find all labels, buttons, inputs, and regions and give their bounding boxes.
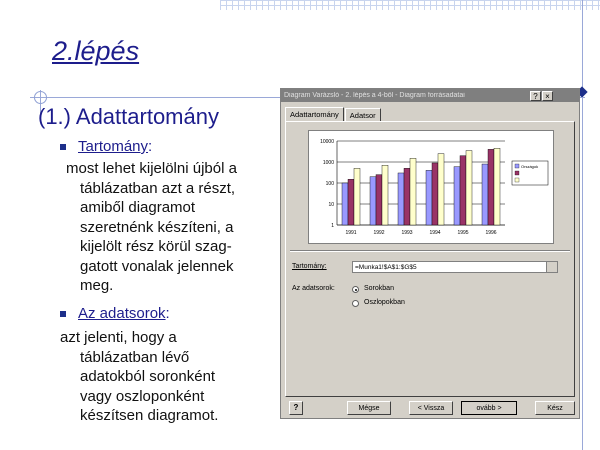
bullet-suffix: : <box>165 305 170 322</box>
bar <box>488 149 494 225</box>
bar <box>432 163 438 225</box>
bullet-label: Az adatsorok <box>78 305 166 322</box>
decorative-vertical-line <box>582 0 583 450</box>
divider <box>290 250 570 252</box>
radio-rows[interactable] <box>352 286 359 293</box>
tab-panel <box>285 121 575 397</box>
next-button[interactable]: ovább > <box>461 401 517 415</box>
bar <box>348 179 354 225</box>
bar <box>466 151 472 225</box>
y-tick-label: 1 <box>331 223 334 229</box>
text-line: táblázatban lévő <box>80 348 190 366</box>
legend-swatch <box>515 171 519 175</box>
dialog-tabs <box>285 108 382 122</box>
radio-columns[interactable] <box>352 300 359 307</box>
chart-svg <box>309 131 553 243</box>
slide-title: 2.lépés <box>52 36 140 66</box>
bar <box>354 168 360 225</box>
bar <box>460 156 466 225</box>
range-value: =Munka1!$A$1:$G$5 <box>355 264 417 271</box>
bar <box>438 154 444 225</box>
tab-adattartomany[interactable]: Adattartomány <box>285 107 344 122</box>
dialog-titlebar <box>281 89 579 102</box>
x-tick-label: 1992 <box>373 230 385 236</box>
bar <box>494 148 500 225</box>
bar <box>342 183 348 225</box>
bar <box>454 167 460 225</box>
legend-swatch <box>515 164 519 168</box>
text-line: vagy oszloponként <box>80 387 205 405</box>
bullet-adatsorok <box>60 305 170 322</box>
text-line: meg. <box>80 277 114 294</box>
bar <box>370 177 376 225</box>
finish-button[interactable]: Kész <box>535 401 575 415</box>
text-line: amiből diagramot <box>80 199 196 216</box>
text-line: gatott vonalak jelennek <box>80 257 234 275</box>
text-line: azt jelenti, hogy a <box>60 329 177 346</box>
x-tick-label: 1994 <box>429 230 441 236</box>
bullet-text-adatsorok <box>60 328 218 426</box>
dialog-title: Diagram Varázsló - 2. lépés a 4-ből - Diagram forrásadatai <box>284 92 465 99</box>
text-line: adatokból soronként <box>80 368 216 385</box>
range-input[interactable] <box>352 261 558 273</box>
help-button[interactable]: ? <box>289 401 303 415</box>
chart-preview <box>308 130 554 244</box>
decorative-circle <box>34 91 47 104</box>
text-line: most lehet kijelölni újból a <box>66 160 237 177</box>
collapse-dialog-icon[interactable] <box>546 262 557 272</box>
close-icon[interactable]: × <box>542 91 553 101</box>
text-line: táblázatban azt a részt, <box>80 179 236 197</box>
bar <box>382 165 388 225</box>
x-tick-label: 1993 <box>401 230 413 236</box>
bullet-tartomany <box>60 138 152 155</box>
y-tick-label: 10000 <box>320 139 334 145</box>
bullet-suffix: : <box>148 138 153 155</box>
legend-label: Országok <box>521 164 539 169</box>
y-tick-label: 100 <box>325 181 334 187</box>
radio-rows-label[interactable]: Sorokban <box>364 285 394 292</box>
bullet-square-icon <box>60 144 66 150</box>
back-button[interactable]: < Vissza <box>409 401 453 415</box>
bar <box>404 168 410 225</box>
bullet-label: Tartomány <box>78 138 149 155</box>
y-tick-label: 1000 <box>322 160 334 166</box>
bullet-square-icon <box>60 311 66 317</box>
bar <box>376 175 382 225</box>
bar <box>482 164 488 225</box>
x-tick-label: 1996 <box>485 230 497 236</box>
legend-swatch <box>515 178 519 182</box>
bar <box>410 158 416 225</box>
text-line: készítsen diagramot. <box>80 407 219 424</box>
cancel-button[interactable]: Mégse <box>347 401 391 415</box>
tab-adatsor[interactable]: Adatsor <box>345 108 381 122</box>
radio-columns-label[interactable]: Oszlopokban <box>364 299 405 306</box>
bar <box>426 170 432 225</box>
text-line: kijelölt rész körül szag- <box>80 238 232 255</box>
series-label: Az adatsorok: <box>292 285 335 292</box>
x-tick-label: 1991 <box>345 230 357 236</box>
bullet-text-tartomany <box>66 159 237 296</box>
decorative-grid <box>220 0 600 10</box>
slide-subtitle: (1.) Adattartomány <box>38 104 219 129</box>
text-line: szeretnénk készíteni, a <box>80 218 234 236</box>
range-label: Tartomány: <box>292 263 327 270</box>
x-tick-label: 1995 <box>457 230 469 236</box>
y-tick-label: 10 <box>328 202 334 208</box>
help-question-icon[interactable]: ? <box>530 91 541 101</box>
bar <box>398 173 404 225</box>
chart-wizard-dialog <box>280 88 580 419</box>
